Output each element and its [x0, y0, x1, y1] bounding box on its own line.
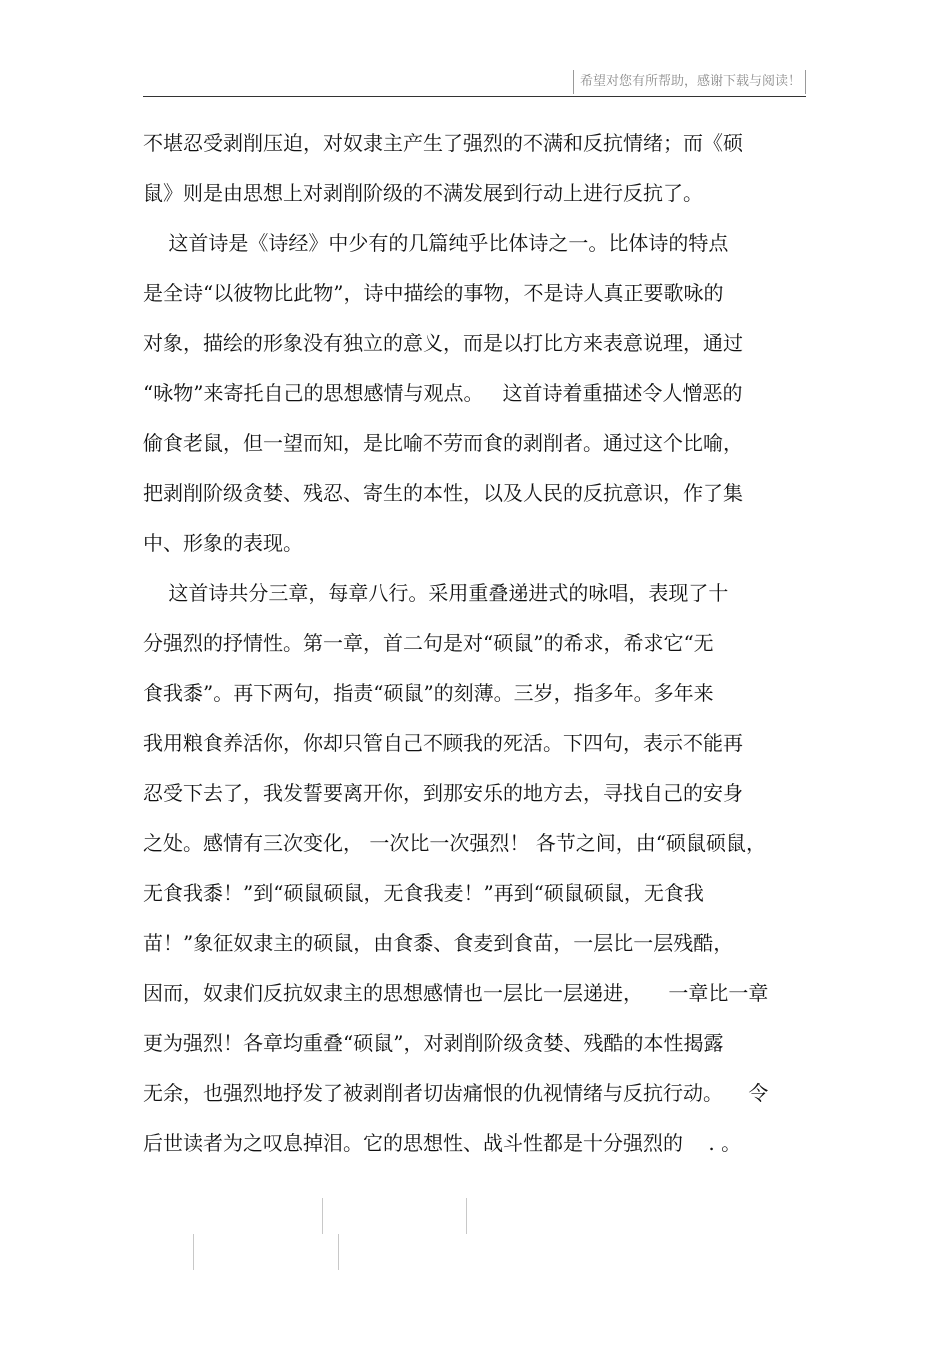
text-line: 这首诗共分三章，每章八行。采用重叠递进式的咏唱，表现了十 [143, 581, 729, 605]
body-text [143, 118, 813, 1168]
header-note: 希望对您有所帮助，感谢下载与阅读！ [573, 70, 806, 94]
text-line: 不堪忍受剥削压迫，对奴隶主产生了强烈的不满和反抗情绪；而《硕 [143, 131, 743, 155]
page-header [143, 66, 806, 97]
text-line: 偷食老鼠，但一望而知，是比喻不劳而食的剥削者。通过这个比喻， [143, 431, 743, 455]
text-line: 是全诗“以彼物比此物”，诗中描绘的事物，不是诗人真正要歌咏的 [143, 281, 724, 305]
text-line: 后世读者为之叹息掉泪。它的思想性、战斗性都是十分强烈的 . 。 [143, 1131, 742, 1155]
text-line: “咏物”来寄托自己的思想感情与观点。 这首诗着重描述令人憎恶的 [143, 381, 743, 405]
scan-artifact-line [338, 1234, 339, 1270]
text-line: 把剥削阶级贪婪、残忍、寄生的本性，以及人民的反抗意识，作了集 [143, 481, 743, 505]
text-line: 分强烈的抒情性。第一章，首二句是对“硕鼠”的希求，希求它“无 [143, 631, 714, 655]
text-line: 忍受下去了，我发誓要离开你，到那安乐的地方去，寻找自己的安身 [143, 781, 743, 805]
text-line: 因而，奴隶们反抗奴隶主的思想感情也一层比一层递进， 一章比一章 [143, 981, 769, 1005]
text-line: 对象，描绘的形象没有独立的意义，而是以打比方来表意说理，通过 [143, 331, 743, 355]
text-line: 苗！”象征奴隶主的硕鼠，由食黍、食麦到食苗，一层比一层残酷， [143, 931, 734, 955]
text-line: 中、形象的表现。 [143, 531, 303, 555]
text-line: 之处。感情有三次变化， 一次比一次强烈！ 各节之间，由“硕鼠硕鼠， [143, 831, 766, 855]
text-line: 这首诗是《诗经》中少有的几篇纯乎比体诗之一。比体诗的特点 [143, 231, 729, 255]
text-line: 无余，也强烈地抒发了被剥削者切齿痛恨的仇视情绪与反抗行动。 令 [143, 1081, 769, 1105]
text-line: 食我黍”。再下两句，指责“硕鼠”的刻薄。三岁，指多年。多年来 [143, 681, 714, 705]
scan-artifact-line [322, 1198, 323, 1234]
scan-artifact-line [466, 1198, 467, 1234]
scan-artifact-line [193, 1234, 194, 1270]
text-line: 我用粮食养活你，你却只管自己不顾我的死活。下四句，表示不能再 [143, 731, 743, 755]
text-line: 更为强烈！各章均重叠“硕鼠”，对剥削阶级贪婪、残酷的本性揭露 [143, 1031, 724, 1055]
text-line: 鼠》则是由思想上对剥削阶级的不满发展到行动上进行反抗了。 [143, 181, 703, 205]
text-line: 无食我黍！”到“硕鼠硕鼠，无食我麦！”再到“硕鼠硕鼠，无食我 [143, 881, 704, 905]
